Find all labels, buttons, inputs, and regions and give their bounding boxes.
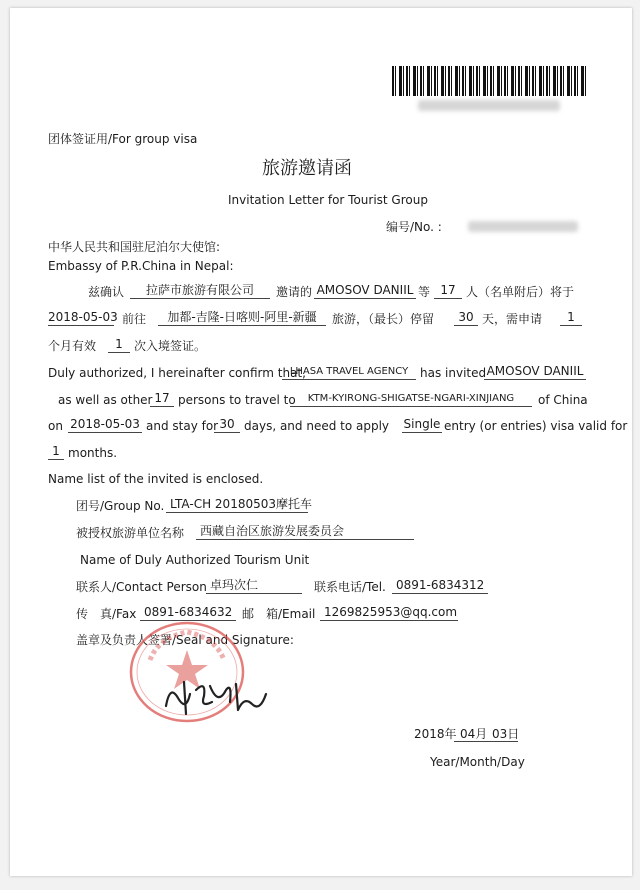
cn-text-apply: 天，需申请 xyxy=(482,312,543,326)
cn-text-stay: 旅游，（最长）停留 xyxy=(332,312,435,326)
fax-label: 传 真/Fax xyxy=(76,607,137,621)
en-text-authorized: Duly authorized, I hereinafter confirm that, xyxy=(48,366,306,380)
en-text-stay-for: and stay for xyxy=(146,419,219,433)
en-text-persons-travel: persons to travel to xyxy=(178,393,296,407)
date-year: 2018年 xyxy=(414,727,457,741)
seal-signature-label: 盖章及负责人签署/Seal and Signature: xyxy=(76,633,294,647)
date-month: 04月 xyxy=(460,727,488,741)
year-month-day-label: Year/Month/Day xyxy=(430,755,525,769)
en-months-field: 1 xyxy=(48,445,64,460)
cn-text-persons: 人（名单附后）将于 xyxy=(466,285,575,299)
tel-label: 联系电话/Tel. xyxy=(314,580,386,594)
tel-value: 0891-6834312 xyxy=(392,579,488,594)
date-underline xyxy=(454,741,518,742)
cn-text-valid: 个月有效 xyxy=(48,339,97,353)
cn-days-field: 30 xyxy=(454,311,478,326)
group-no-label: 团号/Group No. xyxy=(76,499,165,513)
en-text-of-china: of China xyxy=(538,393,588,407)
addressee-chinese: 中华人民共和国驻尼泊尔大使馆: xyxy=(48,240,221,254)
addressee-english: Embassy of P.R.China in Nepal: xyxy=(48,259,234,273)
en-entry-field: Single xyxy=(403,417,441,431)
en-text-as-well-as: as well as other xyxy=(58,393,153,407)
group-no-value: LTA-CH 20180503摩托车 xyxy=(166,498,308,513)
date-day: 03日 xyxy=(492,727,520,741)
en-agency-field: LHASA TRAVEL AGENCY xyxy=(282,365,416,380)
title-english: Invitation Letter for Tourist Group xyxy=(228,193,428,207)
handwritten-signature xyxy=(160,676,272,722)
redacted-number xyxy=(468,221,578,232)
contact-value: 卓玛次仁 xyxy=(206,579,302,594)
cn-text-goto: 前往 xyxy=(122,312,147,326)
redacted-barcode-number xyxy=(418,100,560,111)
cn-months-field: 1 xyxy=(560,311,582,326)
contact-label: 联系人/Contact Person xyxy=(76,580,207,594)
en-text-need-apply: days, and need to apply xyxy=(244,419,390,433)
en-text-enclosed: Name list of the invited is enclosed. xyxy=(48,472,264,486)
en-others-field: 17 xyxy=(150,392,174,407)
cn-route-field: 加都-吉隆-日喀则-阿里-新疆 xyxy=(158,311,326,326)
en-invitee-field: AMOSOV DANIIL xyxy=(484,365,586,380)
cn-invitee-field: AMOSOV DANIIL xyxy=(314,284,416,299)
unit-label-english: Name of Duly Authorized Tourism Unit xyxy=(80,553,310,567)
en-text-has-invited: has invited xyxy=(420,366,487,380)
en-days-field: 30 xyxy=(214,418,240,433)
en-text-months: months. xyxy=(68,446,118,460)
en-text-entry-visa: entry (or entries) visa valid for xyxy=(444,419,628,433)
barcode xyxy=(392,66,586,96)
cn-text-etc: 等 xyxy=(418,285,431,299)
cn-date-field: 2018-05-03 xyxy=(48,310,118,324)
cn-text-visa: 次入境签证。 xyxy=(134,339,207,353)
cn-text-invited: 邀请的 xyxy=(276,285,313,299)
cn-entries-field: 1 xyxy=(108,338,130,353)
cn-agency-field: 拉萨市旅游有限公司 xyxy=(130,284,270,299)
fax-value: 0891-6834632 xyxy=(140,606,236,621)
email-value: 1269825953@qq.com xyxy=(320,606,458,621)
cn-text-confirm: 兹确认 xyxy=(88,285,125,299)
unit-name-value: 西藏自治区旅游发展委员会 xyxy=(196,525,414,540)
en-route-field: KTM-KYIRONG-SHIGATSE-NGARI-XINJIANG xyxy=(290,392,532,407)
en-text-on: on xyxy=(48,419,63,433)
email-label: 邮 箱/Email xyxy=(242,607,316,621)
unit-label-chinese: 被授权旅游单位名称 xyxy=(76,526,185,540)
en-date-field: 2018-05-03 xyxy=(68,418,142,433)
group-visa-label: 团体签证用/For group visa xyxy=(48,132,198,146)
title-chinese: 旅游邀请函 xyxy=(262,158,352,179)
cn-count-field: 17 xyxy=(434,284,462,299)
number-label: 编号/No. : xyxy=(386,220,442,234)
